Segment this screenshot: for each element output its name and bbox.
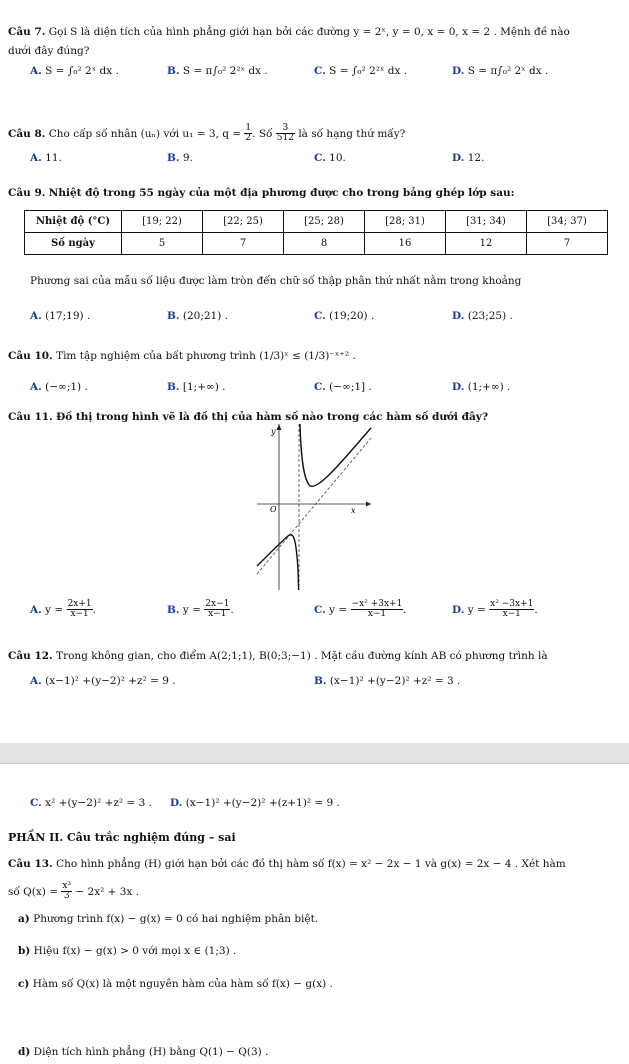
q13-stem-2: số Q(x) = $\frac{\text{x³}}{3}$ − 2x² + 3x . (8, 881, 140, 902)
page-break (0, 743, 629, 763)
q9-option-a[interactable]: A. (17;19) . (30, 310, 91, 322)
q7-text: Gọi S là diện tích của hình phẳng giới hạn bởi các đường y = 2ˣ, y = 0, x = 0, x = 2 . Mệnh đề nào (48, 26, 570, 38)
q7-stem (8, 26, 570, 38)
table-cell: 8 (284, 233, 365, 255)
table-cell: [31; 34) (446, 211, 527, 233)
q12-option-c[interactable]: C. x² +(y−2)² +z² = 3 . (30, 797, 152, 809)
q8-label: Câu 8. (8, 127, 46, 140)
q13-fraction: $\frac{\text{x³}}{3}$ (62, 881, 72, 902)
q11-option-c[interactable]: C. y = $\frac{\text{−x² +3x+1}}{x-1}$ . (314, 599, 407, 620)
q7-stem-2: dưới đây đúng? (8, 45, 90, 57)
table-row (25, 211, 608, 233)
q11-option-b[interactable]: B. y = $\frac{2x-1}{x-1}$ . (167, 599, 234, 620)
table-header: Số ngày (25, 233, 122, 255)
q8-option-b[interactable]: B. 9. (167, 152, 193, 164)
q10-option-a[interactable]: A. (−∞;1) . (30, 381, 88, 393)
table-cell: [34; 37) (527, 211, 608, 233)
q8-option-d[interactable]: D. 12. (452, 152, 485, 164)
q8-stem: Câu 8. Cho cấp số nhân (uₙ) với u₁ = 3, q = $\frac{1}{2}$ . Số $\frac{3}{512}$ là số hạng thứ mấy? (8, 123, 406, 144)
q7-option-c[interactable]: C. S = ∫₀² 2²ˣ dx . (314, 65, 408, 77)
q8-option-a[interactable]: A. 11. (30, 152, 62, 164)
q11-function-graph (255, 420, 375, 592)
table-cell: 12 (446, 233, 527, 255)
table-cell: 16 (365, 233, 446, 255)
q7-label: Câu 7. (8, 26, 46, 38)
q11-stem: Câu 11. Đồ thị trong hình vẽ là đồ thị của hàm số nào trong các hàm số dưới đây? (8, 411, 489, 423)
y-axis-label: y (271, 427, 276, 436)
origin-label: O (270, 505, 277, 514)
q7-option-a[interactable]: A. S = ∫₀² 2ˣ dx . (30, 65, 119, 77)
graph-left-branch (257, 535, 299, 590)
q9-stem-2: Phương sai của mẫu số liệu được làm tròn đến chữ số thập phân thứ nhất nằm trong khoảng (30, 275, 522, 287)
table-cell: [28; 31) (365, 211, 446, 233)
graph-right-branch (300, 424, 371, 486)
q10-option-c[interactable]: C. (−∞;1] . (314, 381, 372, 393)
q11-option-a[interactable]: A. y = $\frac{2x+1}{x-1}$ . (30, 599, 96, 620)
part2-heading: PHẦN II. Câu trắc nghiệm đúng – sai (8, 831, 236, 844)
q12-option-a[interactable]: A. (x−1)² +(y−2)² +z² = 9 . (30, 675, 176, 687)
q9-option-c[interactable]: C. (19;20) . (314, 310, 375, 322)
q8-term-fraction: $\frac{3}{512}$ (276, 123, 294, 144)
table-cell: 7 (527, 233, 608, 255)
q9-frequency-table (24, 210, 608, 255)
q9-stem: Câu 9. Nhiệt độ trong 55 ngày của một địa phương được cho trong bảng ghép lớp sau: (8, 187, 515, 199)
q7-option-d[interactable]: D. S = π∫₀² 2ˣ dx . (452, 65, 549, 77)
q10-option-d[interactable]: D. (1;+∞) . (452, 381, 511, 393)
q13-stem: Câu 13. Cho hình phẳng (H) giới hạn bởi các đồ thị hàm số f(x) = x² − 2x − 1 và g(x) = 2x − 4 . Xét hàm (8, 858, 566, 870)
q13-item-b[interactable]: b) Hiệu f(x) − g(x) > 0 với mọi x ∈ (1;3) . (18, 945, 237, 957)
q10-stem: Câu 10. Tìm tập nghiệm của bất phương trình (1/3)ˣ ≤ (1/3)⁻ˣ⁺² . (8, 350, 356, 362)
q8-option-c[interactable]: C. 10. (314, 152, 346, 164)
x-axis-label: x (351, 506, 356, 515)
table-row (25, 233, 608, 255)
table-cell: 7 (203, 233, 284, 255)
q11-option-d[interactable]: D. y = $\frac{\text{x² −3x+1}}{x-1}$ . (452, 599, 538, 620)
table-header: Nhiệt độ (°C) (25, 211, 122, 233)
x-axis-arrow-icon (366, 502, 371, 507)
q7-option-b[interactable]: B. S = π∫₀² 2²ˣ dx . (167, 65, 268, 77)
q13-item-c[interactable]: c) Hàm số Q(x) là một nguyên hàm của hàm số f(x) − g(x) . (18, 978, 333, 990)
q9-option-d[interactable]: D. (23;25) . (452, 310, 513, 322)
q8-ratio-fraction: $\frac{1}{2}$ (245, 123, 252, 144)
table-cell: [22; 25) (203, 211, 284, 233)
q13-item-a[interactable]: a) Phương trình f(x) − g(x) = 0 có hai nghiệm phân biệt. (18, 913, 319, 925)
table-cell: [19; 22) (122, 211, 203, 233)
q12-stem: Câu 12. Trong không gian, cho điểm A(2;1;1), B(0;3;−1) . Mặt cầu đường kính AB có phương trình là (8, 650, 548, 662)
q10-inequality: (1/3)ˣ ≤ (1/3)⁻ˣ⁺² . (259, 350, 356, 362)
y-axis-arrow-icon (277, 424, 282, 430)
q9-option-b[interactable]: B. (20;21) . (167, 310, 229, 322)
q13-item-d[interactable]: d) Diện tích hình phẳng (H) bằng Q(1) − Q(3) . (18, 1046, 269, 1058)
divider (0, 763, 629, 764)
q12-option-d[interactable]: D. (x−1)² +(y−2)² +(z+1)² = 9 . (170, 797, 340, 809)
q10-option-b[interactable]: B. [1;+∞) . (167, 381, 226, 393)
table-cell: [25; 28) (284, 211, 365, 233)
table-cell: 5 (122, 233, 203, 255)
q12-option-b[interactable]: B. (x−1)² +(y−2)² +z² = 3 . (314, 675, 461, 687)
